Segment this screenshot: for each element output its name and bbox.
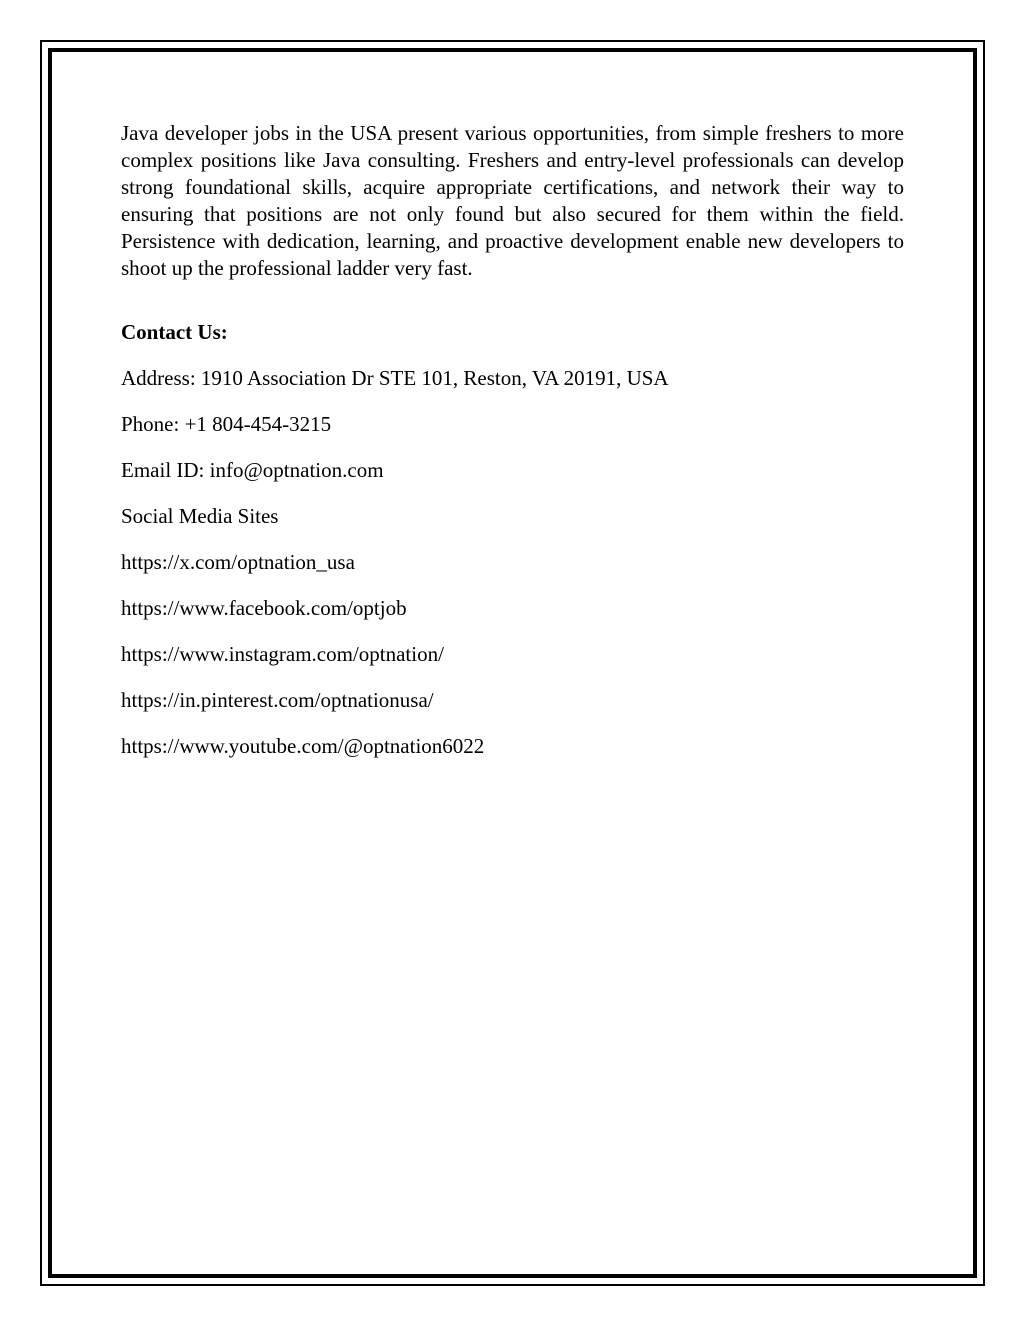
contact-heading: Contact Us:: [121, 319, 228, 344]
social-link-youtube-anchor[interactable]: https://www.youtube.com/@optnation6022: [121, 733, 485, 758]
social-media-heading: Social Media Sites: [121, 503, 279, 528]
social-link-instagram-anchor[interactable]: https://www.instagram.com/optnation/: [121, 641, 444, 666]
social-link-youtube: [121, 733, 904, 760]
social-link-x-anchor[interactable]: https://x.com/optnation_usa: [121, 549, 355, 574]
social-link-x: [121, 549, 904, 576]
social-link-facebook: [121, 595, 904, 622]
contact-address: Address: 1910 Association Dr STE 101, Reston, VA 20191, USA: [121, 365, 669, 390]
social-link-facebook-anchor[interactable]: https://www.facebook.com/optjob: [121, 595, 407, 620]
social-link-pinterest: [121, 687, 904, 714]
social-link-pinterest-anchor[interactable]: https://in.pinterest.com/optnationusa/: [121, 687, 434, 712]
contact-phone: Phone: +1 804-454-3215: [121, 411, 332, 436]
social-link-instagram: [121, 641, 904, 668]
document-body: [121, 120, 904, 760]
contact-email: Email ID: info@optnation.com: [121, 457, 384, 482]
intro-paragraph: Java developer jobs in the USA present various opportunities, from simple freshers to more complex positions like Java consulting. Freshers and entry-level professionals can develop strong foundational skills, acquire appropriate certifications, and network their way to ensuring that positions are not only found but also secured for them within the field. Persistence with dedication, learning, and proactive development enable new developers to shoot up the professional ladder very fast.: [121, 121, 904, 281]
